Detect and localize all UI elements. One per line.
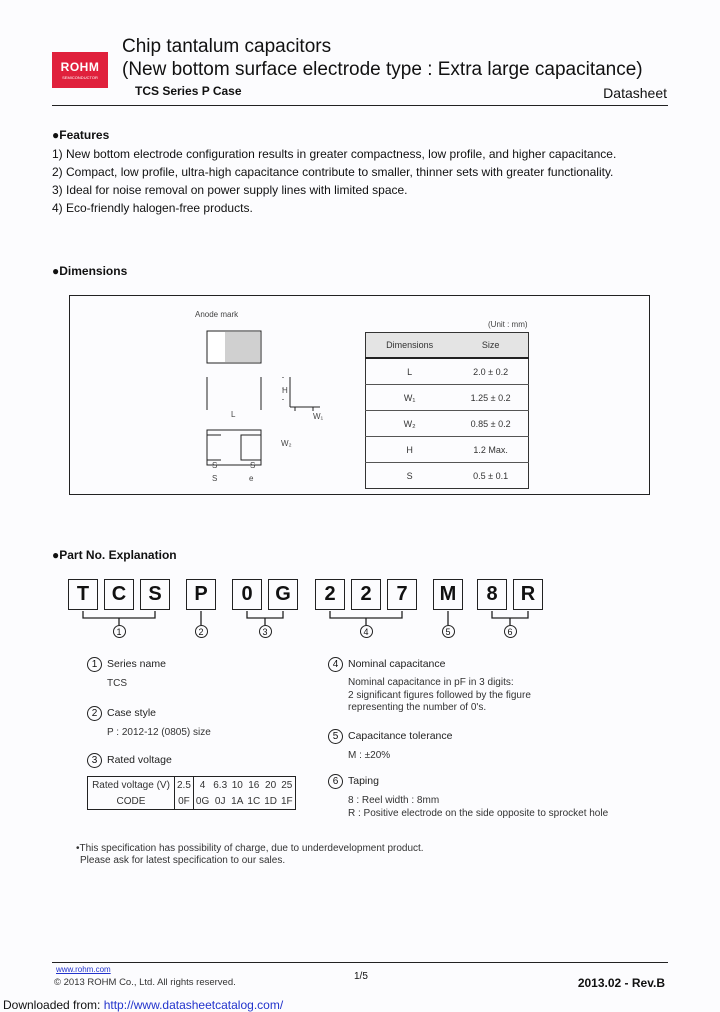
group-number-circle: 6 — [504, 625, 517, 638]
voltage-cell: 4 — [199, 779, 206, 791]
item-title: Capacitance tolerance — [348, 730, 453, 742]
group-number-circle: 1 — [113, 625, 126, 638]
part-char-box: P — [186, 579, 216, 610]
item-detail: Nominal capacitance in pF in 3 digits: — [348, 677, 514, 688]
part-char-box: 2 — [351, 579, 381, 610]
part-char-box: 8 — [477, 579, 507, 610]
doc-type: Datasheet — [603, 85, 667, 101]
series-subtitle: TCS Series P Case — [135, 84, 242, 98]
part-char-box: 2 — [315, 579, 345, 610]
copyright: © 2013 ROHM Co., Ltd. All rights reserved. — [54, 977, 236, 988]
item-detail: R : Positive electrode on the side opposite to sprocket hole — [348, 807, 609, 819]
item-number-circle: 6 — [328, 774, 343, 789]
dim-label-s: S — [212, 461, 218, 470]
voltage-cell: 2.5 — [175, 777, 194, 794]
page-number: 1/5 — [354, 971, 368, 982]
item-number-circle: 2 — [87, 706, 102, 721]
part-char-box: C — [104, 579, 134, 610]
footer-divider — [52, 962, 668, 963]
item-detail: P : 2012-12 (0805) size — [107, 727, 211, 738]
part-no-heading: ●Part No. Explanation — [52, 548, 177, 562]
item-number-circle: 5 — [328, 729, 343, 744]
item-detail: representing the number of 0's. — [348, 702, 487, 713]
part-char-box: 7 — [387, 579, 417, 610]
item-number-circle: 4 — [328, 657, 343, 672]
group-number-circle: 2 — [195, 625, 208, 638]
dimensions-heading: ●Dimensions — [52, 264, 128, 278]
title-line1: Chip tantalum capacitors — [122, 36, 332, 57]
table-header-row: Dimensions Size — [366, 333, 529, 359]
item-detail: 8 : Reel width : 8mm — [348, 795, 440, 806]
item-title: Taping — [348, 775, 379, 787]
bracket — [247, 611, 283, 625]
voltage-cell: 6.3 — [213, 779, 228, 791]
voltage-cell: 10 — [231, 779, 243, 791]
title-line2: (New bottom surface electrode type : Extra large capacitance) — [122, 59, 643, 80]
group-number-circle: 3 — [259, 625, 272, 638]
feature-item: 3) Ideal for noise removal on power supply lines with limited space. — [52, 183, 408, 197]
bracket — [330, 611, 402, 625]
rohm-logo: ROHM SEMICONDUCTOR — [52, 52, 108, 88]
voltage-cell: 20 — [265, 779, 277, 791]
features-heading: ●Features — [52, 128, 110, 142]
table-row: L 2.0 ± 0.2 — [366, 358, 529, 385]
item-title: Rated voltage — [107, 754, 172, 766]
part-char-box: 0 — [232, 579, 262, 610]
part-char-box: T — [68, 579, 98, 610]
dim-label-h: H — [282, 386, 288, 395]
code-cell: 1F — [280, 795, 293, 807]
bracket — [492, 611, 528, 625]
downloaded-from: Downloaded from: http://www.datasheetcatalog.com/ — [3, 998, 284, 1012]
voltage-cell: 16 — [248, 779, 260, 791]
note-line1: •This specification has possibility of charge, due to underdevelopment product. — [76, 843, 424, 854]
dim-label-s: S — [212, 474, 218, 483]
table-row: S 0.5 ± 0.1 — [366, 463, 529, 489]
item-title: Series name — [107, 658, 166, 670]
part-char-box: G — [268, 579, 298, 610]
note-line2: Please ask for latest specification to our sales. — [80, 855, 286, 866]
rohm-url-link[interactable]: www.rohm.com — [56, 965, 111, 974]
feature-item: 4) Eco-friendly halogen-free products. — [52, 201, 253, 215]
datasheetcatalog-link[interactable]: http://www.datasheetcatalog.com/ — [103, 998, 284, 1012]
item-title: Case style — [107, 707, 157, 719]
feature-item: 2) Compact, low profile, ultra-high capacitance contribute to smaller, thinner sets with greater functionality. — [52, 165, 614, 179]
group-number-circle: 5 — [442, 625, 455, 638]
part-char-box: R — [513, 579, 543, 610]
feature-item: 1) New bottom electrode configuration results in greater compactness, low profile, and higher capacitance. — [52, 147, 617, 161]
part-char-box: S — [140, 579, 170, 610]
bracket — [83, 611, 155, 625]
unit-label: (Unit : mm) — [488, 320, 528, 329]
item-detail: TCS — [107, 678, 127, 689]
table-row: W₁ 1.25 ± 0.2 — [366, 385, 529, 411]
dim-label-l: L — [231, 410, 236, 419]
revision: 2013.02 - Rev.B — [577, 976, 665, 990]
dim-label-w2: W₂ — [281, 439, 292, 448]
table-row: W₂ 0.85 ± 0.2 — [366, 411, 529, 437]
code-cell: 1D — [264, 795, 277, 807]
rated-voltage-table: Rated voltage (V) 2.5 4 6.3 10 16 20 25 CODE 0F 0G 0J 1A 1C 1D 1F — [87, 776, 296, 810]
table-row: H 1.2 Max. — [366, 437, 529, 463]
group-number-circle: 4 — [360, 625, 373, 638]
item-number-circle: 1 — [87, 657, 102, 672]
item-detail: 2 significant figures followed by the figure — [348, 689, 531, 701]
item-number-circle: 3 — [87, 753, 102, 768]
code-cell: 0J — [214, 795, 226, 807]
item-title: Nominal capacitance — [348, 658, 446, 670]
dim-label-w1: W₁ — [313, 412, 324, 421]
voltage-cell: 25 — [281, 779, 293, 791]
item-detail: M : ±20% — [348, 750, 391, 761]
code-cell: 1A — [231, 795, 244, 807]
anode-mark-label: Anode mark — [195, 310, 239, 319]
part-char-box: M — [433, 579, 463, 610]
dim-label-s: S — [250, 461, 256, 470]
code-cell: 1C — [247, 795, 261, 807]
code-cell: 0F — [175, 793, 194, 810]
dim-label-e: e — [249, 474, 254, 483]
code-cell: 0G — [195, 795, 210, 807]
